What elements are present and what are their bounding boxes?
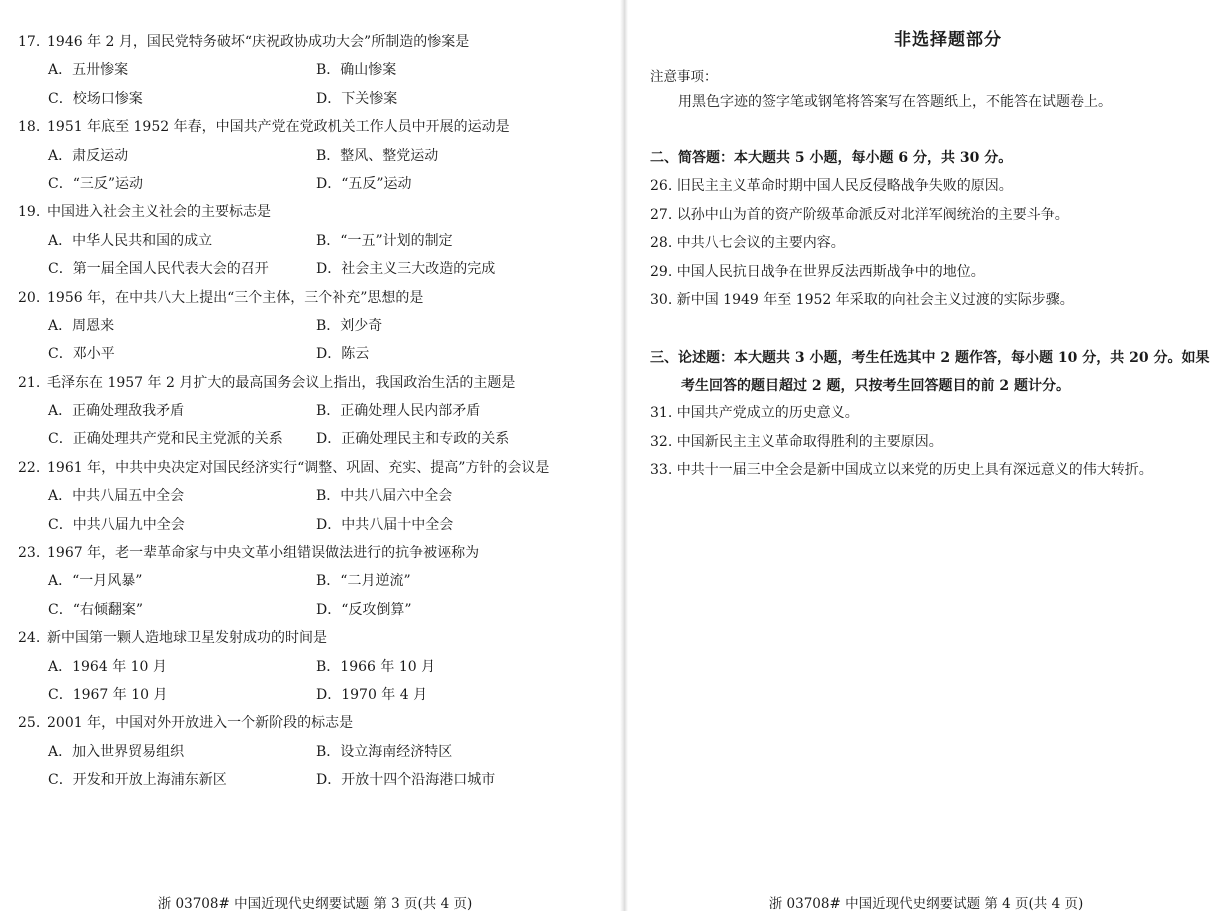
option-row <box>0 738 620 766</box>
question-number: 23. <box>18 545 41 562</box>
answer-option: D．下关惨案 <box>316 90 398 107</box>
answer-option: B．“一五”计划的制定 <box>316 232 453 249</box>
option-row <box>0 567 620 595</box>
option-row <box>0 681 620 709</box>
question-block <box>0 539 620 624</box>
option-row <box>0 142 620 170</box>
question-stem <box>0 284 620 312</box>
option-row <box>0 56 620 84</box>
notice-label: 注意事项： <box>650 69 718 85</box>
question-number: 17. <box>18 34 41 50</box>
short-answer-question: 30. 新中国 1949 年至 1952 年采取的向社会主义过渡的实际步骤。 <box>650 292 1074 308</box>
question-text: 1956 年，在中共八大上提出“三个主体，三个补充”思想的是 <box>47 289 424 306</box>
page-footer-4: 浙 03708# 中国近现代史纲要试题 第 4 页(共 4 页) <box>768 896 1084 912</box>
essay-heading-continued: 考生回答的题目超过 2 题，只按考生回答题目的前 2 题计分。 <box>681 378 1070 394</box>
answer-option: C．第一届全国人民代表大会的召开 <box>48 261 269 278</box>
answer-option: A．中共八届五中全会 <box>48 488 185 505</box>
question-number: 21. <box>18 374 41 391</box>
option-row <box>0 227 620 255</box>
short-answer-question: 26. 旧民主主义革命时期中国人民反侵略战争失败的原因。 <box>650 178 1013 194</box>
answer-option: D．中共八届十中全会 <box>316 516 454 533</box>
option-row <box>0 312 620 340</box>
question-stem <box>0 709 620 737</box>
answer-option: A．加入世界贸易组织 <box>48 743 185 760</box>
question-text: 中国进入社会主义社会的主要标志是 <box>47 204 271 221</box>
answer-option: C．正确处理共产党和民主党派的关系 <box>48 431 283 448</box>
answer-option: C．开发和开放上海浦东新区 <box>48 772 227 789</box>
question-text: 1967 年，老一辈革命家与中央文革小组错误做法进行的抗争被诬称为 <box>47 545 480 562</box>
essay-question: 31. 中国共产党成立的历史意义。 <box>650 405 859 421</box>
option-row <box>0 170 620 198</box>
answer-option: D．“五反”运动 <box>316 175 412 192</box>
answer-option: D．1970 年 4 月 <box>316 686 428 703</box>
answer-option: A．中华人民共和国的成立 <box>48 232 213 249</box>
section-title: 非选择题部分 <box>894 30 1002 50</box>
option-row <box>0 511 620 539</box>
short-answer-question: 27. 以孙中山为首的资产阶级革命派反对北洋军阀统治的主要斗争。 <box>650 207 1069 223</box>
option-row <box>0 425 620 453</box>
question-block <box>0 454 620 539</box>
question-number: 25. <box>18 715 41 732</box>
answer-option: D．陈云 <box>316 346 370 363</box>
essay-question: 32. 中国新民主主义革命取得胜利的主要原因。 <box>650 434 943 450</box>
answer-option: C．校场口惨案 <box>48 90 143 107</box>
answer-option: B．整风、整党运动 <box>316 147 439 164</box>
question-text: 2001 年，中国对外开放进入一个新阶段的标志是 <box>47 715 354 732</box>
question-text: 毛泽东在 1957 年 2 月扩大的最高国务会议上指出，我国政治生活的主题是 <box>47 374 516 391</box>
question-text: 新中国第一颗人造地球卫星发射成功的时间是 <box>47 630 327 647</box>
answer-option: C．中共八届九中全会 <box>48 516 185 533</box>
question-number: 20. <box>18 289 41 306</box>
answer-option: D．正确处理民主和专政的关系 <box>316 431 510 448</box>
short-answer-question: 28. 中共八七会议的主要内容。 <box>650 235 845 251</box>
option-row <box>0 85 620 113</box>
answer-option: C．“三反”运动 <box>48 175 144 192</box>
option-row <box>0 255 620 283</box>
essay-heading: 三、论述题：本大题共 3 小题，考生任选其中 2 题作答，每小题 10 分，共 20 分。如果 <box>650 350 1210 366</box>
question-block <box>0 284 620 369</box>
question-block <box>0 369 620 454</box>
option-row <box>0 596 620 624</box>
question-text: 1951 年底至 1952 年春，中国共产党在党政机关工作人员中开展的运动是 <box>47 119 510 136</box>
answer-option: D．开放十四个沿海港口城市 <box>316 772 496 789</box>
option-row <box>0 653 620 681</box>
question-block <box>0 28 620 113</box>
answer-option: D．社会主义三大改造的完成 <box>316 261 496 278</box>
essay-question: 33. 中共十一届三中全会是新中国成立以来党的历史上具有深远意义的伟大转折。 <box>650 462 1153 478</box>
answer-option: D．“反攻倒算” <box>316 601 412 618</box>
answer-option: B．中共八届六中全会 <box>316 488 453 505</box>
question-number: 18. <box>18 119 41 136</box>
option-row <box>0 482 620 510</box>
option-row <box>0 766 620 794</box>
question-block <box>0 709 620 794</box>
short-answer-heading: 二、简答题：本大题共 5 小题，每小题 6 分，共 30 分。 <box>650 150 1013 166</box>
answer-option: A．1964 年 10 月 <box>48 658 167 675</box>
answer-option: B．1966 年 10 月 <box>316 658 436 675</box>
answer-option: A．肃反运动 <box>48 147 129 164</box>
question-stem <box>0 369 620 397</box>
question-number: 19. <box>18 204 41 221</box>
question-text: 1961 年，中共中央决定对国民经济实行“调整、巩固、充实、提高”方针的会议是 <box>47 459 550 476</box>
answer-option: B．刘少奇 <box>316 317 383 334</box>
question-text: 1946 年 2 月，国民党特务破坏“庆祝政协成功大会”所制造的惨案是 <box>47 34 470 50</box>
question-stem <box>0 198 620 226</box>
question-stem <box>0 539 620 567</box>
answer-option: A．“一月风暴” <box>48 573 143 590</box>
short-answer-question: 29. 中国人民抗日战争在世界反法西斯战争中的地位。 <box>650 264 985 280</box>
question-block <box>0 113 620 198</box>
question-stem <box>0 28 620 56</box>
question-stem <box>0 624 620 652</box>
answer-option: A．周恩来 <box>48 317 115 334</box>
question-stem <box>0 113 620 141</box>
question-block <box>0 624 620 709</box>
answer-option: C．邓小平 <box>48 346 115 363</box>
answer-option: A．正确处理敌我矛盾 <box>48 403 185 420</box>
answer-option: C．“右倾翻案” <box>48 601 144 618</box>
question-number: 24. <box>18 630 41 647</box>
question-stem <box>0 454 620 482</box>
multiple-choice-questions <box>0 28 620 795</box>
answer-option: B．“二月逆流” <box>316 573 411 590</box>
question-block <box>0 198 620 283</box>
notice-text: 用黑色字迹的签字笔或钢笔将答案写在答题纸上，不能答在试题卷上。 <box>678 94 1112 110</box>
option-row <box>0 340 620 368</box>
answer-option: B．设立海南经济特区 <box>316 743 453 760</box>
answer-option: B．确山惨案 <box>316 62 397 79</box>
answer-option: A．五卅惨案 <box>48 62 129 79</box>
page-footer-3: 浙 03708# 中国近现代史纲要试题 第 3 页(共 4 页) <box>157 896 473 912</box>
answer-option: B．正确处理人民内部矛盾 <box>316 403 481 420</box>
option-row <box>0 397 620 425</box>
page-gutter <box>620 0 628 911</box>
exam-page-4 <box>628 0 1224 911</box>
question-number: 22. <box>18 459 41 476</box>
answer-option: C．1967 年 10 月 <box>48 686 168 703</box>
